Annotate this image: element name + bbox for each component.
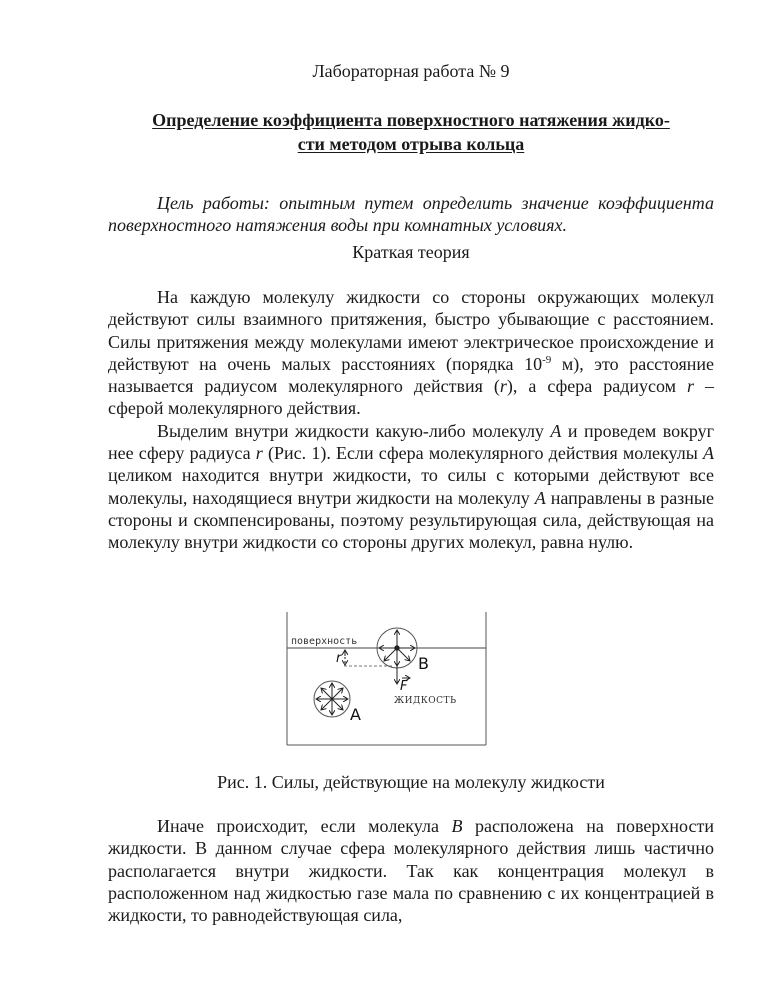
lab-title: Лабораторная работа № 9 — [312, 61, 510, 81]
main-title — [108, 108, 714, 156]
theory-paragraph-3: Иначе происходит, если молекула B расположена на поверхности жидкости. В данном случае сфера молекулярного действия лишь частично располагается внутри жидкости. Так как концентрация молекул в расположенном над жидкостью газе мала по сравнению с их концентрацией в жидкости, то равнодействующая сила, — [108, 816, 714, 926]
main-title-line2: сти методом отрыва кольца — [297, 134, 525, 154]
theory-paragraph-1: На каждую молекулу жидкости со стороны окружающих молекул действуют силы взаимного притяжения, быстро убывающие с расстоянием. Силы притяжения между молекулами имеют электрическое происхождение и действуют на очень малых расстояниях (порядка $10^{-9}$ м), это расстояние называется радиусом молекулярного действия (r), а сфера радиусом r – сферой молекулярного действия. — [108, 287, 715, 419]
surface-label: поверхность — [291, 636, 358, 647]
radius-label: r — [336, 651, 342, 666]
figure-molecular-forces — [286, 608, 490, 748]
theory-heading: Краткая теория — [352, 242, 470, 262]
continuation-body — [108, 815, 714, 926]
molecule-a-label: A — [350, 705, 361, 724]
goal-statement: Цель работы: опытным путем определить значение коэффициента поверхностного натяжения воды при комнатных условиях. — [108, 193, 714, 235]
force-label: F — [400, 679, 408, 694]
molecule-b-label: B — [418, 654, 429, 673]
liquid-label: ЖИДКОСТЬ — [394, 696, 457, 706]
figure-caption: Рис. 1. Силы, действующие на молекулу жидкости — [217, 772, 605, 792]
exponent: -9 — [542, 353, 552, 366]
theory-body — [108, 286, 714, 554]
molecular-forces-diagram — [286, 608, 490, 748]
main-title-line1: Определение коэффициента поверхностного натяжения жидко- — [152, 110, 670, 130]
molecule-a — [314, 681, 350, 717]
theory-paragraph-2: Выделим внутри жидкости какую-либо молекулу A и проведем вокруг нее сферу радиуса r (Рис. 1). Если сфера молекулярного действия молекулы A целиком находится внутри жидкости, то силы с которыми действуют все молекулы, находящиеся внутри жидкости на молекулу A направлены в разные стороны и скомпенсированы, поэтому результирующая сила, действующая на молекулу внутри жидкости со стороны других молекул, равна нулю. — [108, 420, 715, 553]
